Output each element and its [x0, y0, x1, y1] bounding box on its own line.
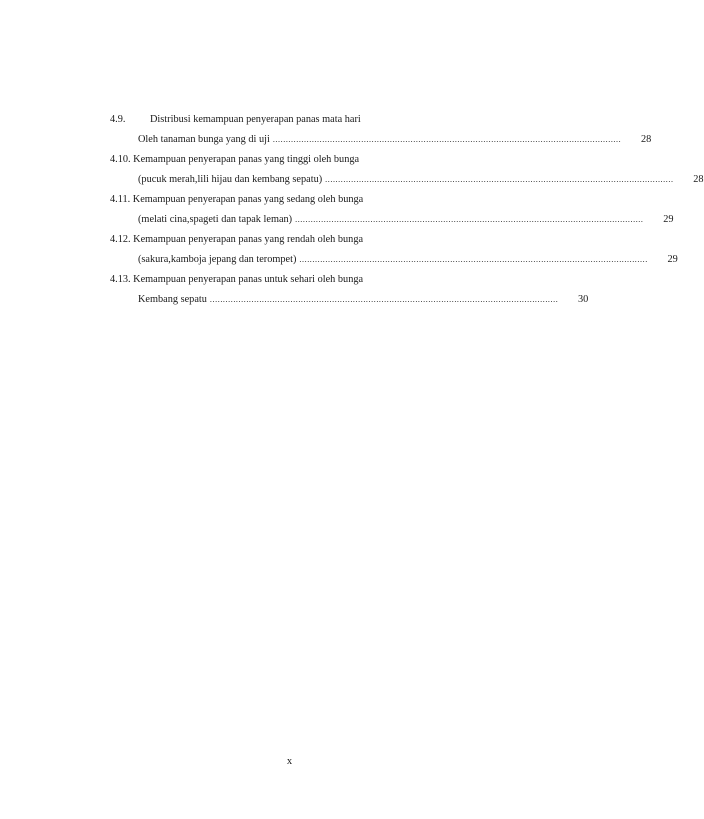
- dot-leader: ......................................................................................................................................: [209, 295, 559, 304]
- entry-number: 4.12.: [110, 234, 131, 245]
- entry-title: Kemampuan penyerapan panas yang sedang oleh bunga: [132, 194, 364, 205]
- entry-title: Kemampuan penyerapan panas yang tinggi oleh bunga: [133, 154, 360, 165]
- entry-number: 4.9.: [110, 114, 126, 125]
- entry-page: 28: [640, 134, 652, 145]
- dot-leader: ......................................................................................................................................: [325, 175, 674, 184]
- page-number: x: [286, 756, 293, 767]
- entry-continuation: Kembang sepatu: [138, 294, 207, 305]
- entry-title: Kemampuan penyerapan panas yang rendah oleh bunga: [133, 234, 364, 245]
- entry-number: 4.13.: [110, 274, 131, 285]
- toc-entry-4-11: [110, 190, 674, 230]
- entry-page: 29: [663, 214, 674, 225]
- entry-continuation: Oleh tanaman bunga yang di uji: [138, 134, 270, 145]
- table-of-contents: [110, 110, 704, 310]
- entry-continuation: (pucuk merah,lili hijau dan kembang sepatu): [138, 174, 323, 185]
- entry-page: 28: [693, 174, 704, 185]
- entry-number: 4.11.: [110, 194, 131, 205]
- dot-leader: ......................................................................................................................................: [295, 215, 644, 224]
- entry-title: Distribusi kemampuan penyerapan panas mata hari: [150, 114, 361, 125]
- toc-entry-4-9: [110, 110, 652, 150]
- entry-page: 30: [578, 294, 589, 305]
- entry-continuation: (sakura,kamboja jepang dan terompet): [138, 254, 297, 265]
- dot-leader: ......................................................................................................................................: [299, 255, 648, 264]
- dot-leader: ......................................................................................................................................: [272, 135, 622, 144]
- entry-number: 4.10.: [110, 154, 131, 165]
- entry-continuation: (melati cina,spageti dan tapak leman): [138, 214, 293, 225]
- toc-entry-4-13: [110, 270, 589, 310]
- toc-entry-4-12: [110, 230, 678, 270]
- entry-page: 29: [667, 254, 678, 265]
- entry-title: Kemampuan penyerapan panas untuk sehari oleh bunga: [133, 274, 364, 285]
- toc-entry-4-10: [110, 150, 704, 190]
